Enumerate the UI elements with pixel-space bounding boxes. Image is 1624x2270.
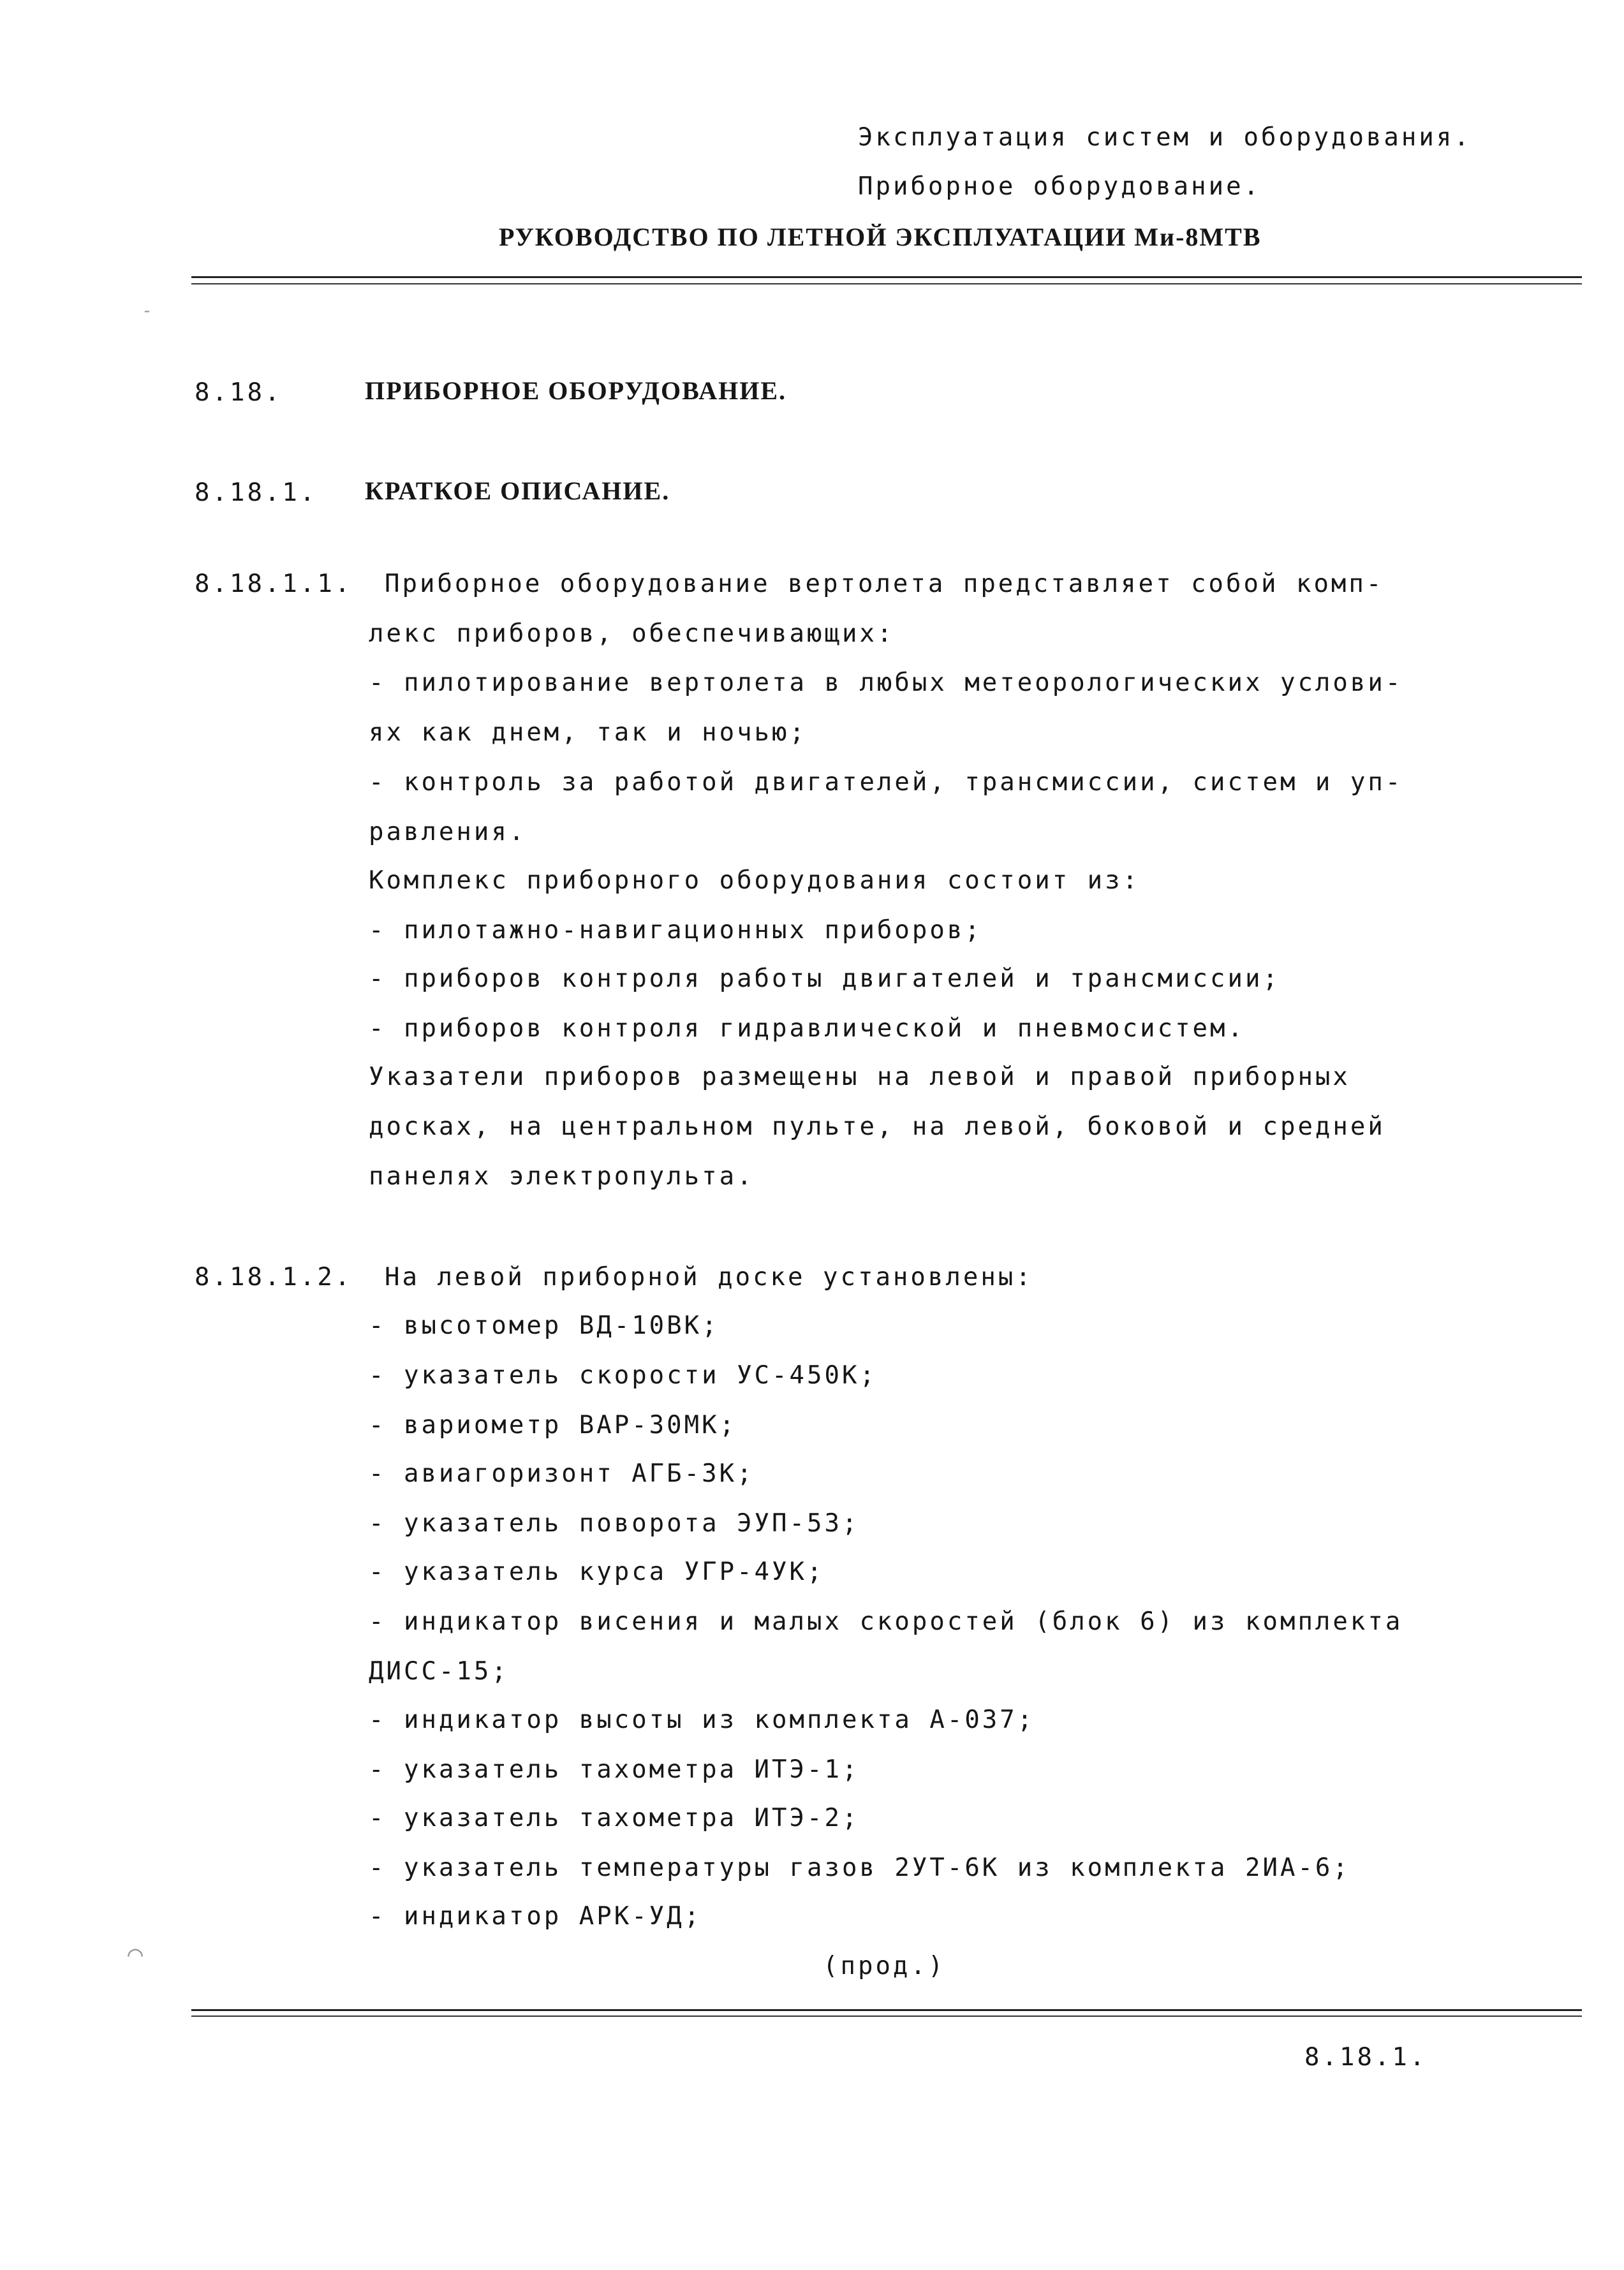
paragraph-1-line: досках, на центральном пульте, на левой, боковой и средней [369,1112,1385,1141]
subsection-title: КРАТКОЕ ОПИСАНИЕ. [365,476,670,505]
instrument-list-item: - авиагоризонт АГБ-3К; [369,1459,755,1488]
manual-title: РУКОВОДСТВО ПО ЛЕТНОЙ ЭКСПЛУАТАЦИИ Ми-8МТВ [499,223,1262,251]
paragraph-1-first-line: Приборное оборудование вертолета представляет собой комп- [385,570,1384,598]
paragraph-1-line: - контроль за работой двигателей, трансмиссии, систем и уп- [369,768,1403,797]
paragraph-1-line: лекс приборов, обеспечивающих: [369,619,895,648]
paragraph-1-line: равления. [369,818,527,846]
instrument-list-item: - указатель тахометра ИТЭ-1; [369,1755,860,1784]
footer-rule-bottom [191,2016,1582,2017]
header-rule-top [191,276,1582,278]
paragraph-1-line: - пилотирование вертолета в любых метеорологических услови- [369,668,1403,697]
scan-speck: - [142,300,152,321]
paragraph-1-line: - приборов контроля работы двигателей и трансмиссии; [369,964,1280,993]
paragraph-1-line: Комплекс приборного оборудования состоит из: [369,866,1140,895]
section-title: ПРИБОРНОЕ ОБОРУДОВАНИЕ. [365,376,787,405]
instrument-list-item: - индикатор висения и малых скоростей (блок 6) из комплекта [369,1607,1403,1636]
header-line-2: Приборное оборудование. [858,172,1262,201]
subsection-number: 8.18.1. [195,478,318,507]
instrument-list-item: - указатель курса УГР-4УК; [369,1558,825,1586]
paragraph-number-2: 8.18.1.2. [195,1263,353,1292]
instrument-list-item: - указатель поворота ЭУП-53; [369,1509,860,1538]
paragraph-1-line: Указатели приборов размещены на левой и правой приборных [369,1063,1350,1091]
page-number: 8.18.1. [1304,2043,1428,2072]
header-rule-bottom [191,283,1582,284]
instrument-list-item: - индикатор АРК-УД; [369,1902,702,1931]
paragraph-number-1: 8.18.1.1. [195,570,353,598]
paragraph-1-line: - пилотажно-навигационных приборов; [369,916,982,945]
instrument-list-item: - указатель тахометра ИТЭ-2; [369,1804,860,1832]
instrument-list-item: - высотомер ВД-10ВК; [369,1311,720,1340]
paragraph-1-line: ях как днем, так и ночью; [369,718,807,747]
scan-speck: ⌒ [128,1939,144,1968]
paragraph-2-first-line: На левой приборной доске установлены: [385,1263,1033,1292]
instrument-list-item: - индикатор высоты из комплекта А-037; [369,1706,1035,1734]
paragraph-1-line: панелях электропульта. [369,1162,755,1191]
section-number: 8.18. [195,378,283,407]
instrument-list-item: - указатель температуры газов 2УТ-6К из комплекта 2ИА-6; [369,1854,1350,1882]
header-line-1: Эксплуатация систем и оборудования. [858,123,1472,152]
instrument-list-item: - вариометр ВАР-30МК; [369,1411,737,1440]
instrument-list-item: ДИСС-15; [369,1657,509,1686]
paragraph-1-line: - приборов контроля гидравлической и пневмосистем. [369,1014,1245,1043]
instrument-list-item: - указатель скорости УС-450К; [369,1361,877,1390]
footer-rule-top [191,2009,1582,2011]
continued-note: (прод.) [823,1952,946,1980]
